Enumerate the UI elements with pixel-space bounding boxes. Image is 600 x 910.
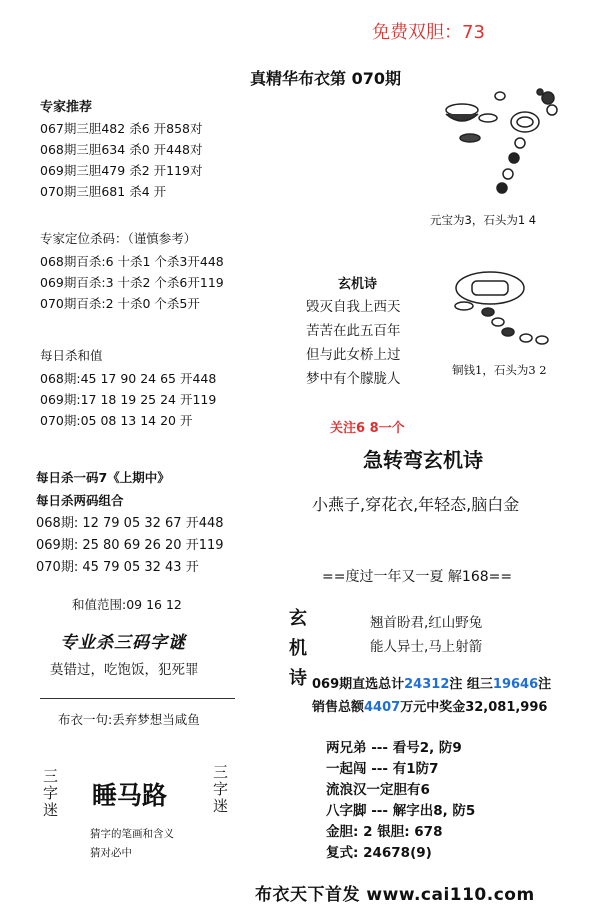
riddle-hint-1: 猜字的笔画和含义: [90, 828, 174, 840]
list-item: 流浪汉一定胆有6: [326, 782, 430, 798]
list-item: 067期三胆482 杀6 开858对: [40, 121, 203, 136]
poem-line: 毁灭自我上西天: [306, 299, 401, 315]
daily-kill-two-code-title: 每日杀两码组合: [36, 493, 124, 508]
daily-sum-kill-list: [40, 368, 216, 431]
year-riddle: ==度过一年又一夏 解168==: [322, 569, 513, 585]
list-item: 070期三胆681 杀4 开: [40, 184, 167, 199]
bet-list: [326, 738, 475, 864]
daily-sum-kill-title: 每日杀和值: [40, 348, 103, 363]
side-poem-char: 机: [289, 638, 307, 659]
daily-kill-one-code: 每日杀一码7《上期中》: [36, 470, 170, 485]
list-item: 068期三胆634 杀0 开448对: [40, 142, 203, 157]
sales-label: 注 组三: [449, 677, 493, 692]
side-poem-vertical: [289, 604, 307, 694]
position-kill-title: 专家定位杀码：（谨慎参考）: [40, 231, 197, 246]
list-item: 069期:17 18 19 25 24 开119: [40, 392, 217, 407]
riddle-main: 睡马路: [92, 781, 168, 810]
sales-label: 万元中奖金32,081,996: [400, 700, 548, 715]
sales-line-1: [312, 673, 551, 692]
buyi-sentence: 布衣一句:丢弃梦想当咸鱼: [58, 712, 200, 727]
footer-site: 布衣天下首发 www.cai110.com: [255, 885, 535, 905]
turn-poem-text: 小燕子,穿花衣,年轻态,脑白金: [312, 495, 520, 514]
list-item: 070期: 45 79 05 32 43 开: [36, 560, 199, 575]
side-poem-line-2: 能人异士,马上射箭: [370, 639, 483, 655]
list-item: 069期百杀:3 十杀2 个杀6开119: [40, 275, 224, 290]
list-item: 金胆: 2 银胆: 678: [326, 824, 443, 840]
list-item: 069期三胆479 杀2 开119对: [40, 163, 203, 178]
illustration-caption-1: 元宝为3，石头为1 4: [430, 213, 537, 227]
riddle-side-left: 三字迷: [41, 768, 59, 819]
turn-poem-title: 急转弯玄机诗: [363, 448, 483, 472]
list-item: 070期百杀:2 十杀0 个杀5开: [40, 296, 200, 311]
sales-value: 4407: [364, 700, 401, 715]
riddle-side-right: 三字迷: [211, 764, 229, 815]
sales-label: 069期直选总计: [312, 677, 405, 692]
mystic-poem-lines: [306, 295, 401, 391]
mystic-poem-title: 玄机诗: [338, 277, 378, 292]
expert-picks-title: 专家推荐: [40, 100, 93, 115]
coin-stones-illustration: [450, 268, 570, 348]
list-item: 069期: 25 80 69 26 20 开119: [36, 538, 224, 553]
riddle-kill-title: 专业杀三码字谜: [60, 633, 186, 653]
list-item: 070期:05 08 13 14 20 开: [40, 413, 193, 428]
sum-range: 和值范围:09 16 12: [72, 597, 182, 612]
expert-picks-list: [40, 118, 202, 202]
sales-label: 注: [538, 677, 552, 692]
list-item: 068期百杀:6 十杀1 个杀3开448: [40, 254, 224, 269]
page-title: 真精华布衣第 070期: [250, 69, 401, 88]
side-poem-line-1: 翘首盼君,红山野兔: [370, 615, 483, 631]
poem-line: 但与此女桥上过: [306, 347, 401, 363]
list-item: 两兄弟 --- 看号2, 防9: [326, 740, 462, 756]
sales-value: 19646: [492, 677, 539, 692]
list-item: 复式: 24678(9): [326, 845, 432, 861]
list-item: 068期:45 17 90 24 65 开448: [40, 371, 217, 386]
free-pair-banner: 免费双胆：73: [372, 22, 485, 43]
divider: [40, 698, 235, 699]
sales-line-2: [312, 696, 547, 715]
ingot-stones-illustration: [440, 88, 570, 203]
position-kill-list: [40, 251, 224, 314]
sales-label: 销售总额: [312, 700, 365, 715]
list-item: 068期: 12 79 05 32 67 开448: [36, 516, 224, 531]
riddle-kill-text: 莫错过，吃饱饭，犯死罪: [50, 662, 199, 678]
side-poem-char: 诗: [289, 668, 307, 689]
list-item: 八字脚 --- 解字出8, 防5: [326, 803, 476, 819]
illustration-caption-2: 铜钱1，石头为3 2: [452, 363, 547, 377]
focus-hint: 关注6 8一个: [330, 421, 405, 436]
riddle-hint-2: 猜对必中: [90, 847, 132, 859]
daily-kill-list: [36, 513, 224, 579]
poem-line: 苦苦在此五百年: [306, 323, 401, 339]
side-poem-char: 玄: [289, 608, 307, 629]
poem-line: 梦中有个朦胧人: [306, 371, 401, 387]
list-item: 一起闯 --- 有1防7: [326, 761, 439, 777]
sales-value: 24312: [404, 677, 450, 692]
